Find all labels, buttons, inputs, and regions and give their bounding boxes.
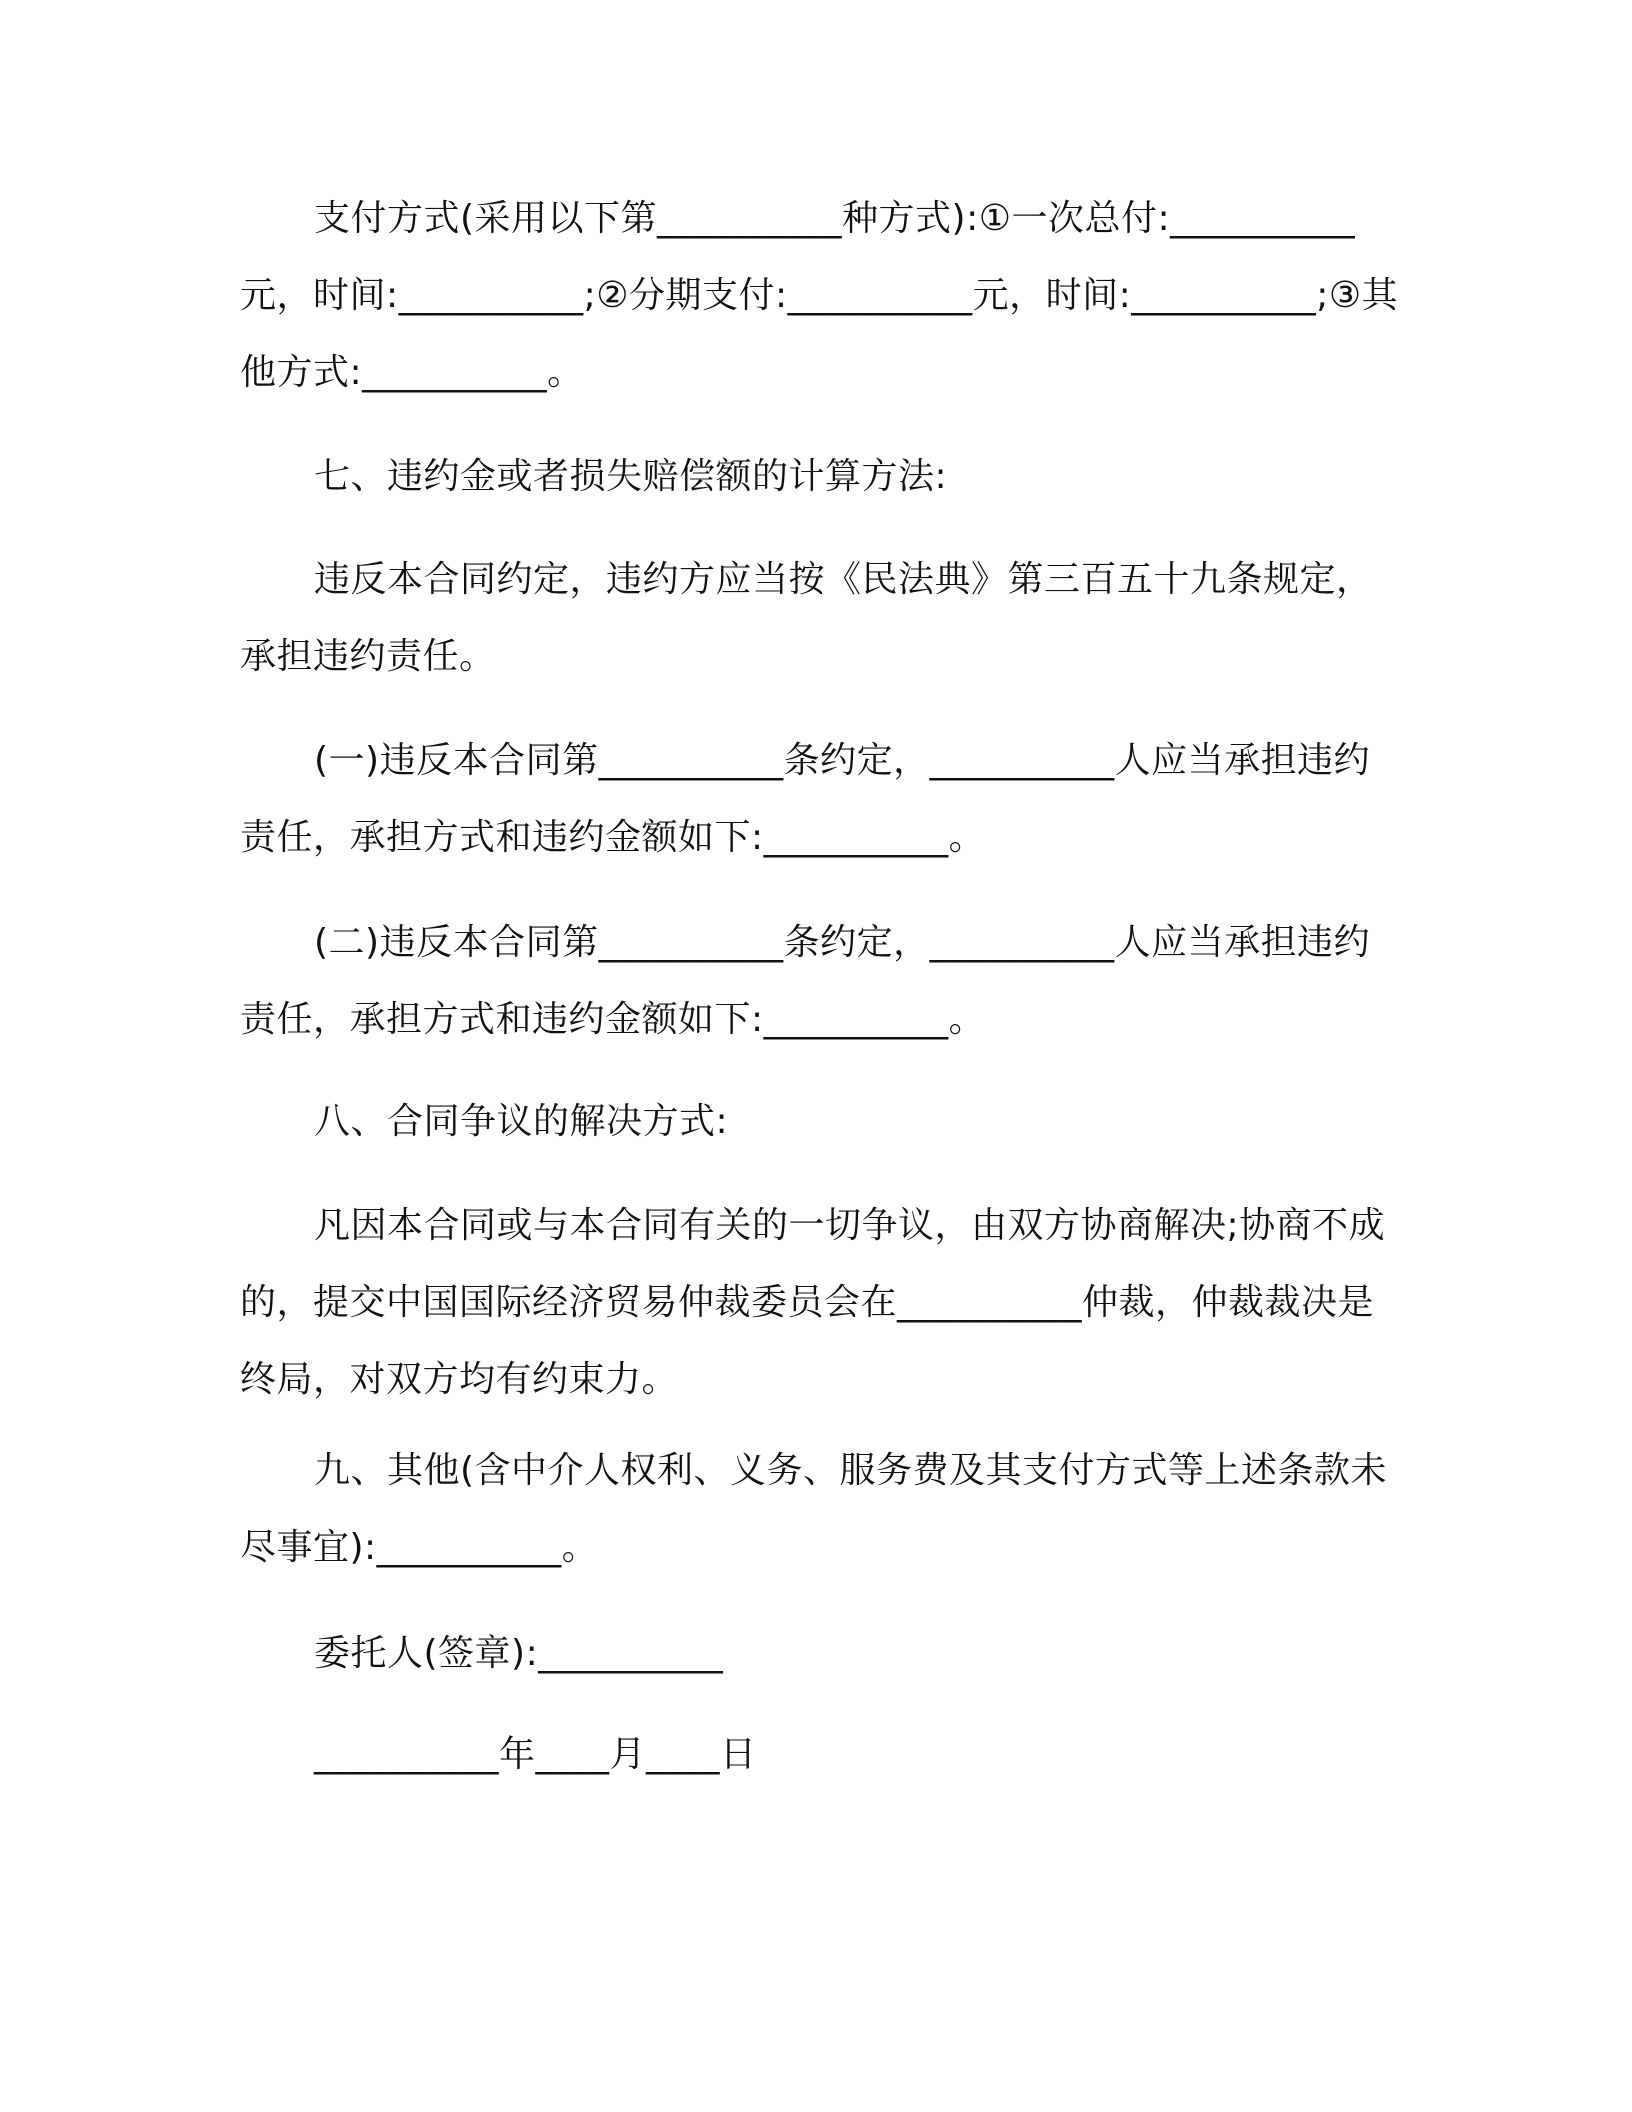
breach-clause-2: (二)违反本合同第__________条约定，__________人应当承担违约责任，承担方式和违约金额如下:__________。: [240, 922, 1371, 1040]
section-8-heading: 八、合同争议的解决方式:: [314, 1101, 729, 1142]
date-line: __________年____月____日: [314, 1734, 757, 1775]
section-9-paragraph: 九、其他(含中介人权利、义务、服务费及其支付方式等上述条款未尽事宜):__________。: [240, 1450, 1388, 1568]
breach-liability-paragraph: 违反本合同约定，违约方应当按《民法典》第三百五十九条规定，承担违约责任。: [240, 559, 1373, 677]
section-7-heading: 七、违约金或者损失赔偿额的计算方法:: [314, 456, 948, 497]
breach-clause-1: (一)违反本合同第__________条约定，__________人应当承担违约责任，承担方式和违约金额如下:__________。: [240, 740, 1371, 858]
dispute-resolution-paragraph: 凡因本合同或与本合同有关的一切争议，由双方协商解决;协商不成的，提交中国国际经济贸易仲裁委员会在__________仲裁，仲裁裁决是终局，对双方均有约束力。: [240, 1205, 1386, 1400]
client-signature-line: 委托人(签章):__________: [314, 1633, 724, 1674]
payment-method-paragraph: 支付方式(采用以下第__________种方式):①一次总付:__________元，时间:__________;②分期支付:__________元，时间:__________;③其他方式:__________。: [240, 198, 1399, 393]
